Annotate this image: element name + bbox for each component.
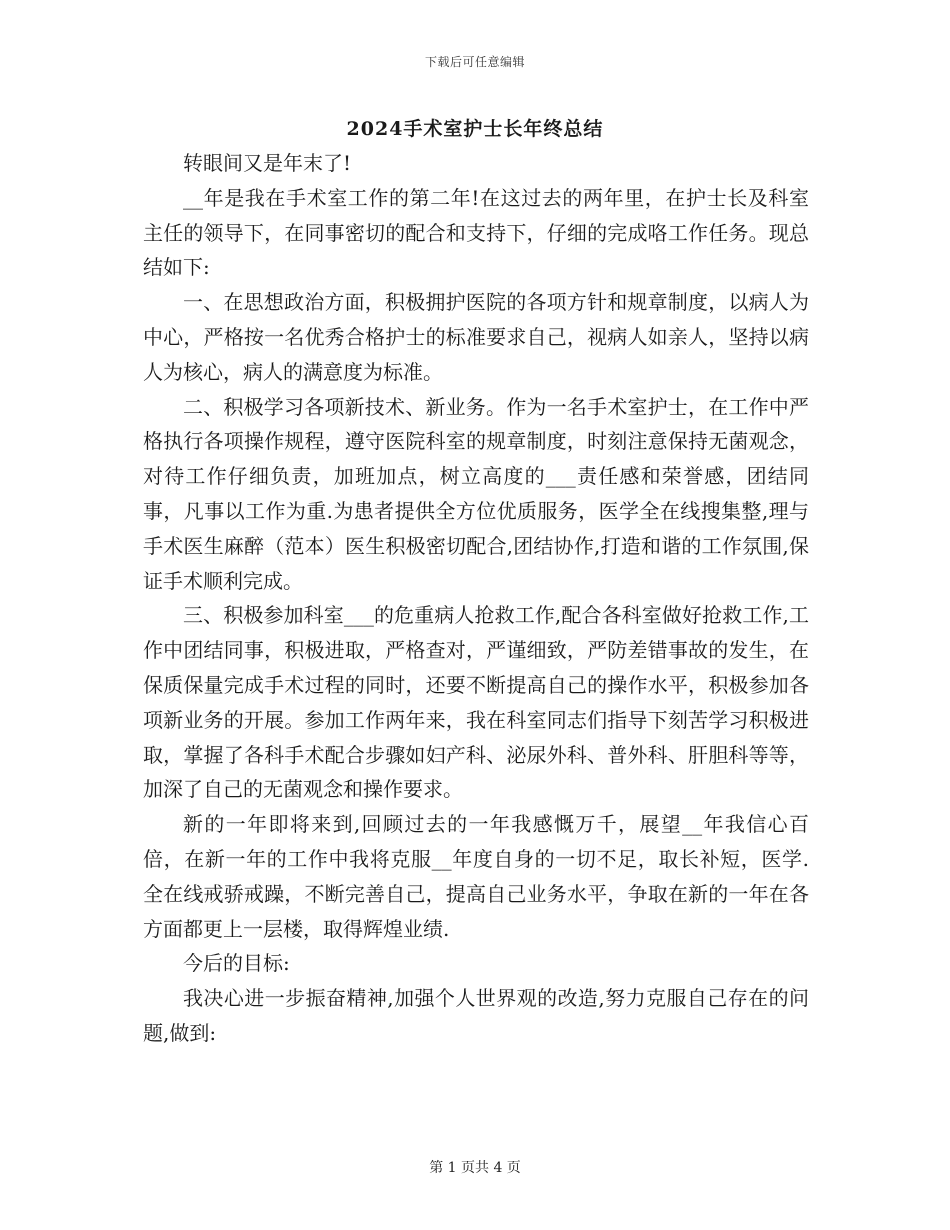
paragraph: 三、积极参加科室___的危重病人抢救工作,配合各科室做好抢救工作,工作中团结同事，积极进取，严格查对，严谨细致，严防差错事故的发生，在保质保量完成手术过程的同时，还要不断提高自己的操作水平，积极参加各项新业务的开展。参加工作两年来，我在科室同志们指导下刻苦学习积极进取，掌握了各科手术配合步骤如妇产科、泌尿外科、普外科、肝胆科等等，加深了自己的无菌观念和操作要求。 bbox=[143, 603, 809, 802]
document-body bbox=[143, 146, 809, 1051]
page-number-footer: 第 1 页共 4 页 bbox=[429, 1160, 521, 1176]
paragraph: 二、积极学习各项新技术、新业务。作为一名手术室护士，在工作中严格执行各项操作规程，遵守医院科室的规章制度，时刻注意保持无菌观念，对待工作仔细负责，加班加点，树立高度的___责任感和荣誉感，团结同事，凡事以工作为重.为患者提供全方位优质服务，医学全在线搜集整,理与手术医生麻醉（范本）医生积极密切配合,团结协作,打造和谐的工作氛围,保证手术顺利完成。 bbox=[143, 394, 809, 593]
paragraph: 我决心进一步振奋精神,加强个人世界观的改造,努力克服自己存在的问题,做到: bbox=[143, 986, 809, 1045]
document-title: 2024手术室护士长年终总结 bbox=[346, 118, 604, 140]
header-note: 下载后可任意编辑 bbox=[424, 55, 525, 69]
paragraph: 一、在思想政治方面，积极拥护医院的各项方针和规章制度，以病人为中心，严格按一名优秀合格护士的标准要求自己，视病人如亲人，坚持以病人为核心，病人的满意度为标准。 bbox=[143, 290, 809, 384]
paragraph: 今后的目标: bbox=[183, 951, 290, 976]
paragraph: 新的一年即将来到,回顾过去的一年我感慨万千，展望__年我信心百倍，在新一年的工作中我将克服__年度自身的一切不足，取长补短，医学.全在线戒骄戒躁，不断完善自己，提高自己业务水平，争取在新的一年在各方面都更上一层楼，取得辉煌业绩. bbox=[143, 812, 809, 941]
paragraph: __年是我在手术室工作的第二年!在这过去的两年里，在护士长及科室主任的领导下，在同事密切的配合和支持下，仔细的完成咯工作任务。现总结如下: bbox=[143, 185, 809, 280]
paragraph: 转眼间又是年末了! bbox=[183, 151, 352, 175]
